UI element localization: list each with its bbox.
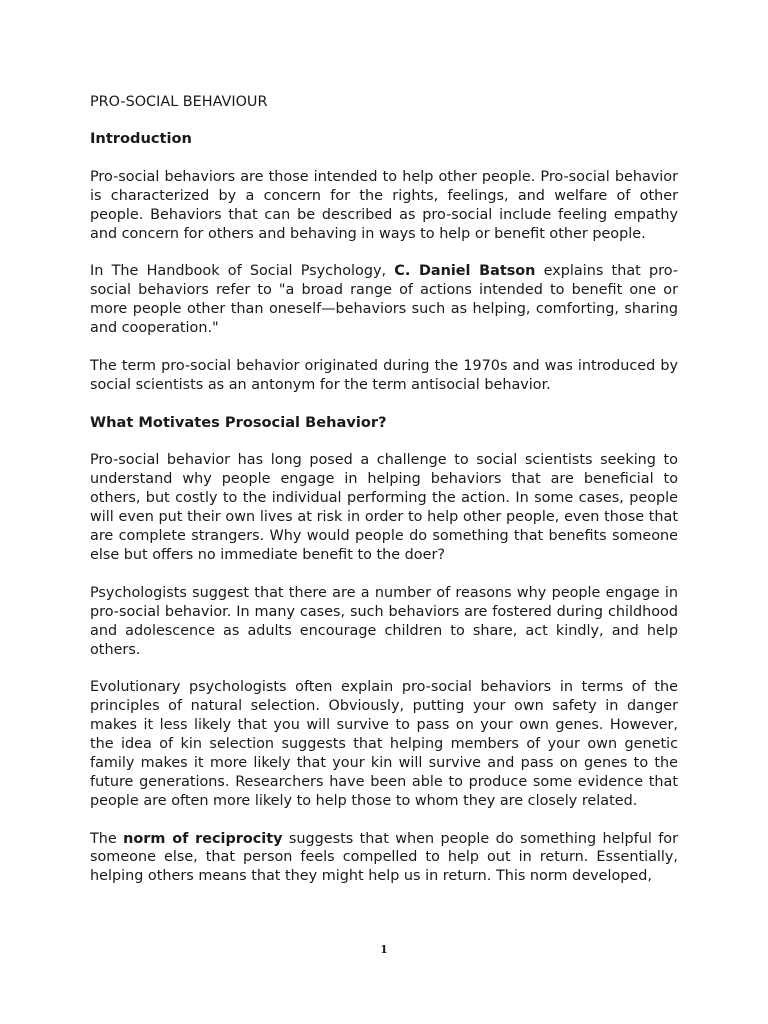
document-title: PRO-SOCIAL BEHAVIOUR [90,94,268,110]
document-body [90,93,678,886]
paragraph-prosocial-definition: Pro-social behaviors are those intended to help other people. Pro-social behavior is characterized by a concern for the rights, feelings, and welfare of other people. Behaviors that can be described as pro-social include feeling empathy and concern for others and behaving in ways to help or benefit other people. [90,168,678,242]
paragraph-norm-of-reciprocity [90,830,678,887]
paragraph-text: explains that pro-social behaviors refer to "a broad range of actions intended to benefit one or more people other than oneself—behaviors such as helping, comforting, sharing and cooperation." [90,263,678,337]
paragraph-psychologists-suggest: Psychologists suggest that there are a number of reasons why people engage in pro-social behavior. In many cases, such behaviors are fostered during childhood and adolescence as adults encourage children to share, act kindly, and help others. [90,584,678,658]
author-name-bold: C. Daniel Batson [394,263,536,280]
page-number: 1 [380,943,388,956]
paragraph-text: In The Handbook of Social Psychology, [90,263,395,280]
term-bold: norm of reciprocity [123,830,283,847]
section-heading-introduction: Introduction [90,129,192,147]
paragraph-text: suggests that when people do something helpful for someone else, that person feels compelled to help out in return. Essentially, helping others means that they might help us in return. This norm developed, [90,830,679,885]
paragraph-evolutionary: Evolutionary psychologists often explain pro-social behaviors in terms of the principles of natural selection. Obviously, putting your own safety in danger makes it less likely that you will survive to pass on your own genes. However, the idea of kin selection suggests that helping members of your own genetic family makes it more likely that your kin will survive and pass on genes to the future generations. Researchers have been able to produce some evidence that people are often more likely to help those to whom they are closely related. [90,679,678,809]
paragraph-term-origin: The term pro-social behavior originated during the 1970s and was introduced by social scientists as an antonym for the term antisocial behavior. [90,357,678,393]
paragraph-text: The [90,830,124,847]
paragraph-batson-quote [90,262,678,338]
paragraph-challenge: Pro-social behavior has long posed a challenge to social scientists seeking to understand why people engage in helping behaviors that are beneficial to others, but costly to the individual performing the action. In some cases, people will even put their own lives at risk in order to help other people, even those that are complete strangers. Why would people do something that benefits someone else but offers no immediate benefit to the doer? [90,452,678,563]
section-heading-what-motivates: What Motivates Prosocial Behavior? [90,413,387,431]
